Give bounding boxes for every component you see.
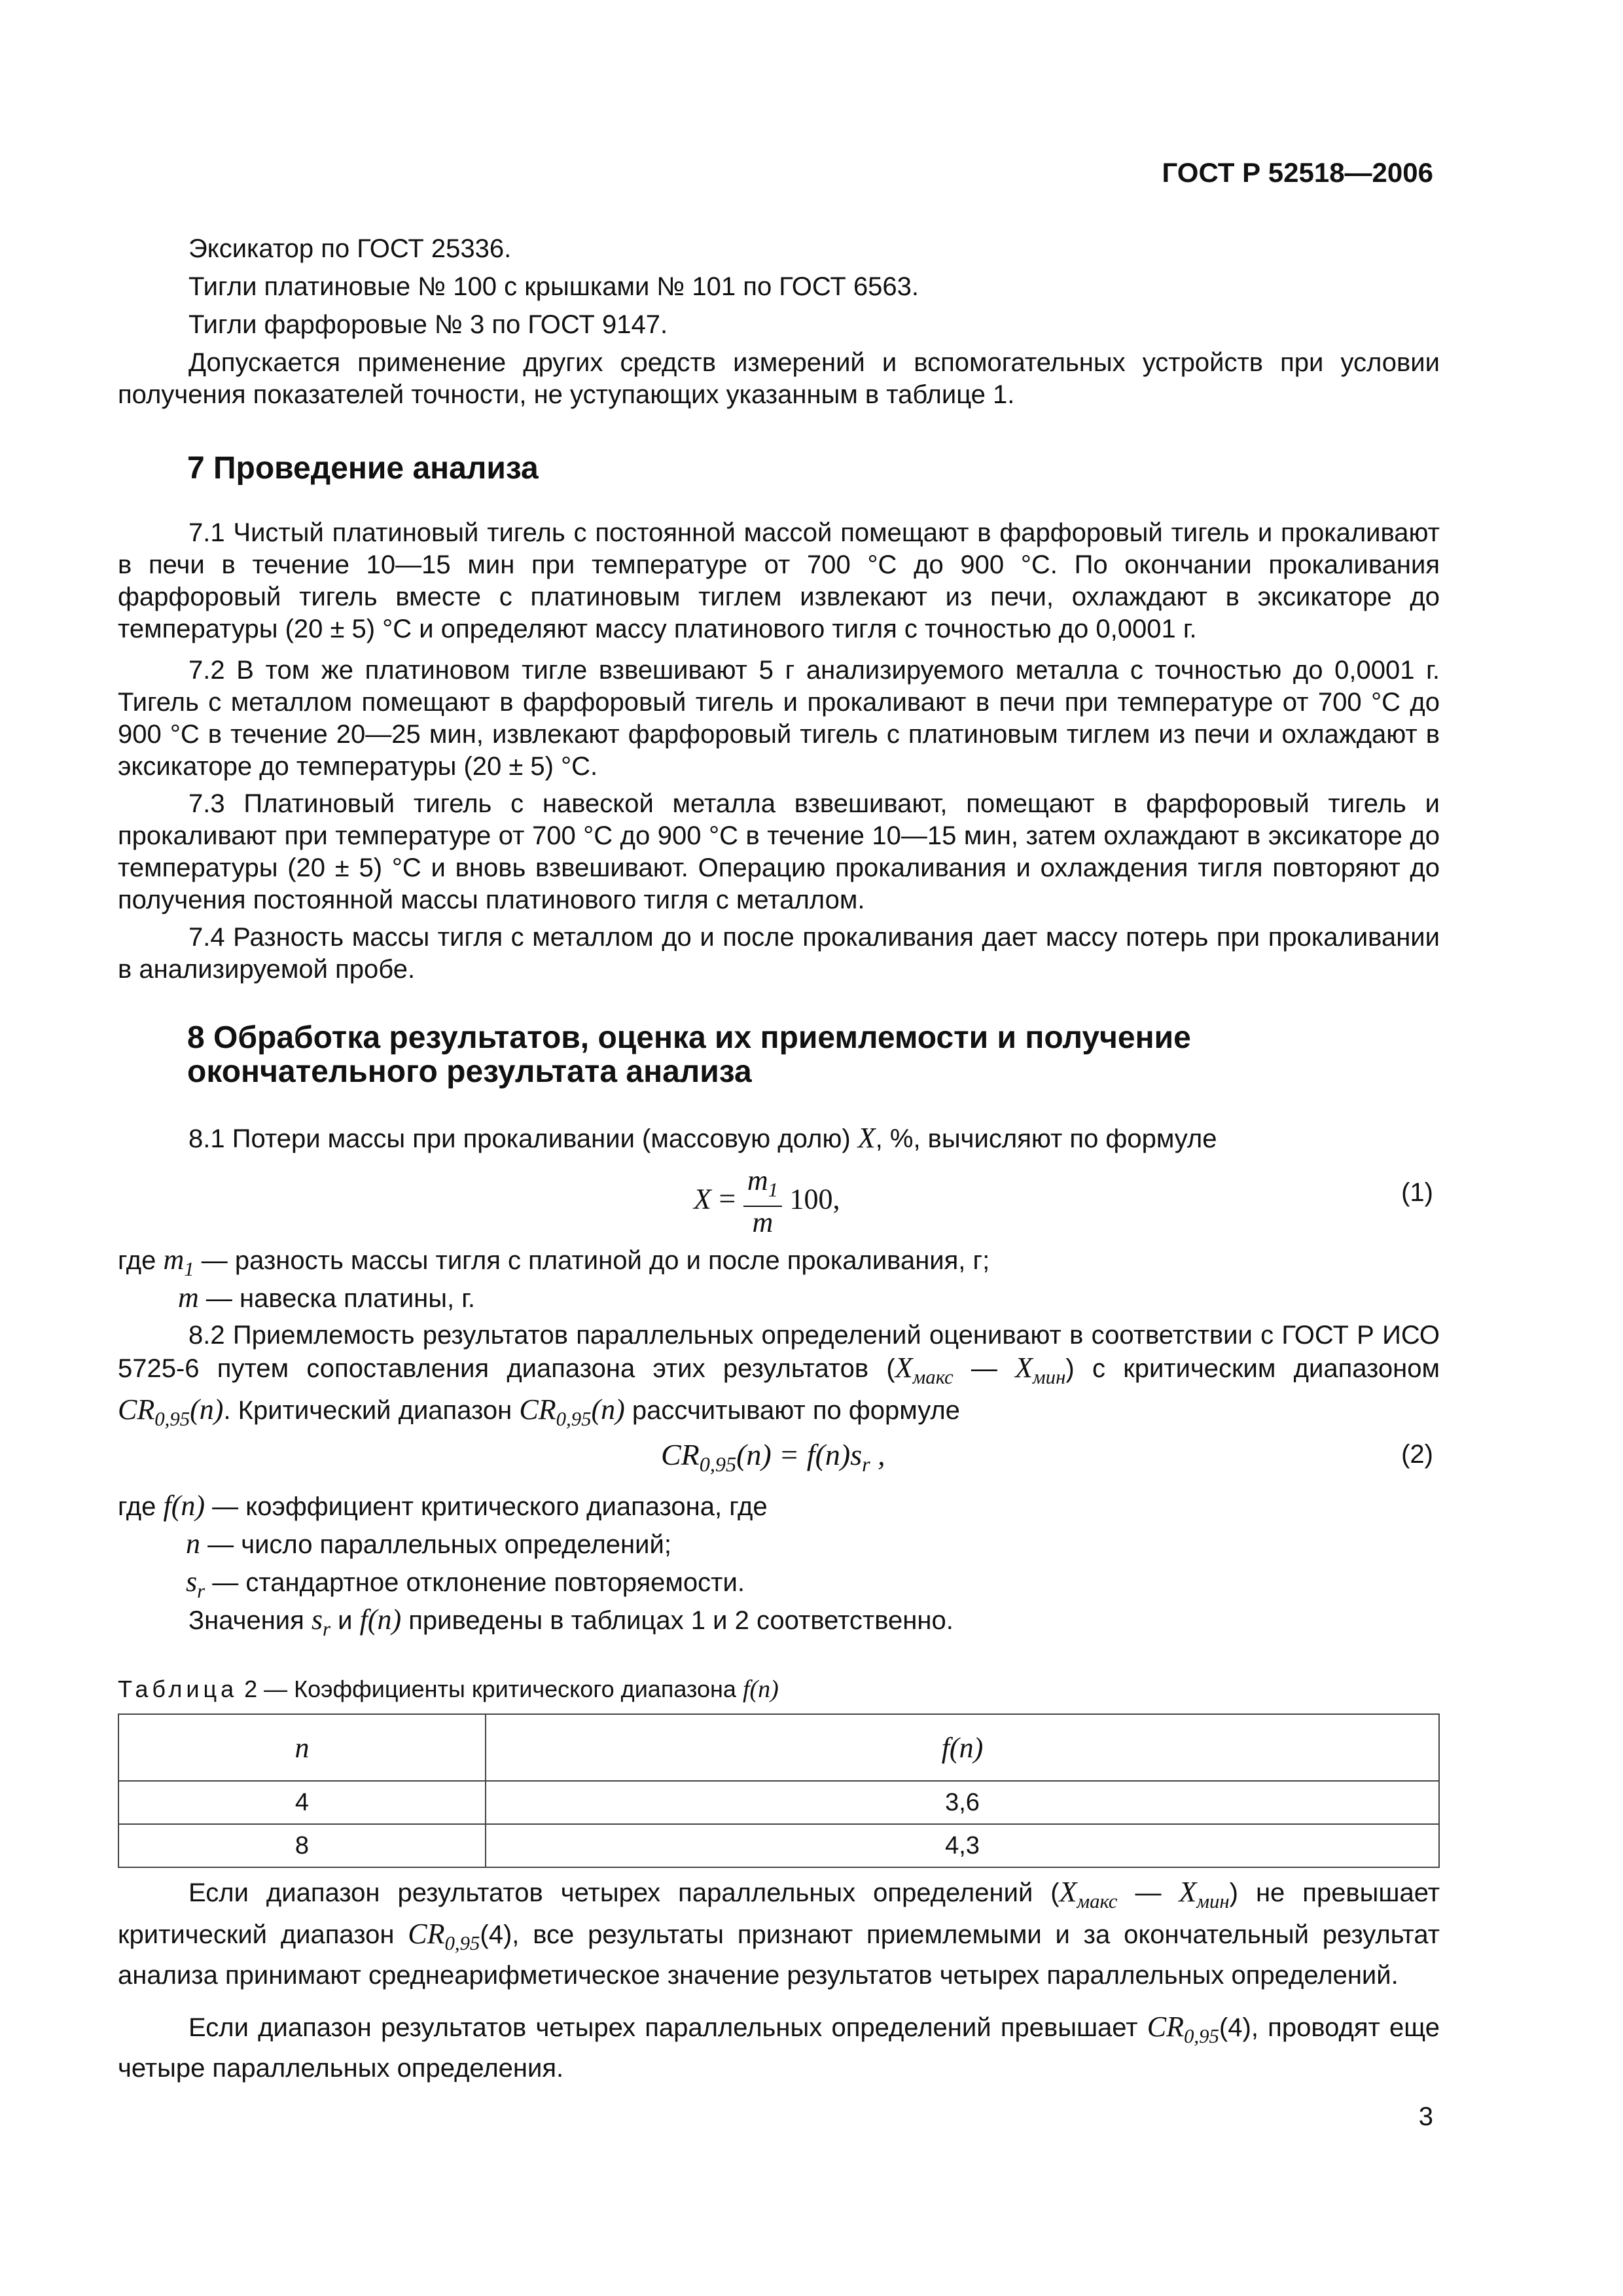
where-m1: где $m_1$ — разность массы тигля с платиной до и после прокаливания, г; [118,1244,990,1280]
paragraph-additional-determinations: Если диапазон результатов четырех параллельных определений превышает $CR_{0,95}(4)$, проводят еще четыре параллельных определения. [118,2011,1440,2083]
paragraph-8-1: 8.1 Потери массы при прокаливании (массовую долю) X, %, вычисляют по формуле [188,1122,1217,1154]
paragraph-7-4: 7.4 Разность массы тигля с металлом до и после прокаливания дает массу потерь при прокаливании в анализируемой пробе. [118,923,1440,984]
values-reference: Значения $s_r$ и f(n) приведены в таблицах 1 и 2 соответственно. [188,1604,954,1640]
table-cell-fn: 4,3 [486,1824,1439,1867]
where-sr: $s_r$ — стандартное отклонение повторяемости. [186,1566,745,1602]
table-cell-fn: 3,6 [486,1781,1439,1824]
equipment-line-desiccator: Эксикатор по ГОСТ 25336. [188,234,512,263]
table-header-row [118,1714,1439,1781]
table-cell-n: 8 [118,1824,486,1867]
standard-code-header: ГОСТ Р 52518—2006 [1162,157,1433,188]
paragraph-7-3: 7.3 Платиновый тигель с навеской металла взвешивают, помещают в фарфоровый тигель и прокаливают при температуре от 700 °С до 900 °С в течение 10—15 мин, затем охлаждают в эксикаторе до температуры (20 ± 5) °С и вновь взвешивают. Операцию прокаливания и охлаждения тигля повторяют до получения постоянной массы платинового тигля с металлом. [118,789,1440,914]
section-7-heading: 7 Проведение анализа [187,451,539,486]
table-row [118,1781,1439,1824]
paragraph-7-1: 7.1 Чистый платиновый тигель с постоянной массой помещают в фарфоровый тигель и прокаливают в печи в течение 10—15 мин при температуре от 700 °С до 900 °С. По окончании прокаливания фарфоровый тигель вместе с платиновым тиглем извлекают из печи, охлаждают в эксикаторе до температуры (20 ± 5) °С и определяют массу платинового тигля с точностью до 0,0001 г. [118,518,1440,643]
page-number: 3 [1418,2102,1433,2131]
table-2 [118,1713,1440,1868]
formula-1-numerator: $m_1$ [743,1165,782,1207]
paragraph-8-2: 8.2 Приемлемость результатов параллельных определений оценивают в соответствии с ГОСТ Р ИСО 5725-6 путем сопоставления диапазона этих результатов ($X_{макс}$ — $X_{мин}$) с критическим диапазоном $CR_{0,95}(n)$. Критический диапазон $CR_{0,95}(n)$ рассчитывают по формуле [118,1321,1440,1430]
section-8-heading-line-1: 8 Обработка результатов, оценка их приемлемости и получение [187,1020,1191,1055]
equipment-line-porcelain-crucibles: Тигли фарфоровые № 3 по ГОСТ 9147. [188,310,668,339]
formula-1-denominator: m [752,1206,774,1238]
table-row [118,1824,1439,1867]
table-header-fn: f(n) [486,1714,1439,1781]
where-n: n — число параллельных определений; [186,1528,671,1560]
table-cell-n: 4 [118,1781,486,1824]
equipment-note: Допускается применение других средств измерений и вспомогательных устройств при условии получения показателей точности, не уступающих указанным в таблице 1. [118,348,1440,409]
formula-2-number: (2) [1401,1440,1433,1469]
section-8-heading-line-2: окончательного результата анализа [187,1054,752,1089]
where-m: m — навеска платины, г. [178,1282,476,1314]
formula-1-fraction [743,1165,782,1238]
table-header-n: n [118,1714,486,1781]
formula-2: $CR_{0,95}(n) = f(n)s_r$ , [661,1438,885,1477]
paragraph-7-2: 7.2 В том же платиновом тигле взвешивают 5 г анализируемого металла с точностью до 0,0001 г. Тигель с металлом помещают в фарфоровый тигель и прокаливают в печи при температуре от 700 °С до 900 °С в течение 20—25 мин, извлекают фарфоровый тигель с платиновым тиглем из печи и охлаждают в эксикаторе до температуры (20 ± 5) °С. [118,656,1440,781]
table-2-caption: Таблица 2 — Коэффициенты критического диапазона f(n) [118,1676,779,1703]
formula-1: X = $\frac{m_1}{m}$ 100, [694,1164,840,1238]
formula-1-number: (1) [1401,1178,1433,1207]
equipment-line-platinum-crucibles: Тигли платиновые № 100 с крышками № 101 по ГОСТ 6563. [188,272,919,301]
where-fn: где f(n) — коэффициент критического диапазона, где [118,1490,768,1522]
paragraph-acceptance: Если диапазон результатов четырех параллельных определений ($X_{макс}$ — $X_{мин}$) не превышает критический диапазон $CR_{0,95}(4)$, все результаты признают приемлемыми и за окончательный результат анализа принимают среднеарифметическое значение результатов четырех параллельных определений. [118,1876,1440,1990]
